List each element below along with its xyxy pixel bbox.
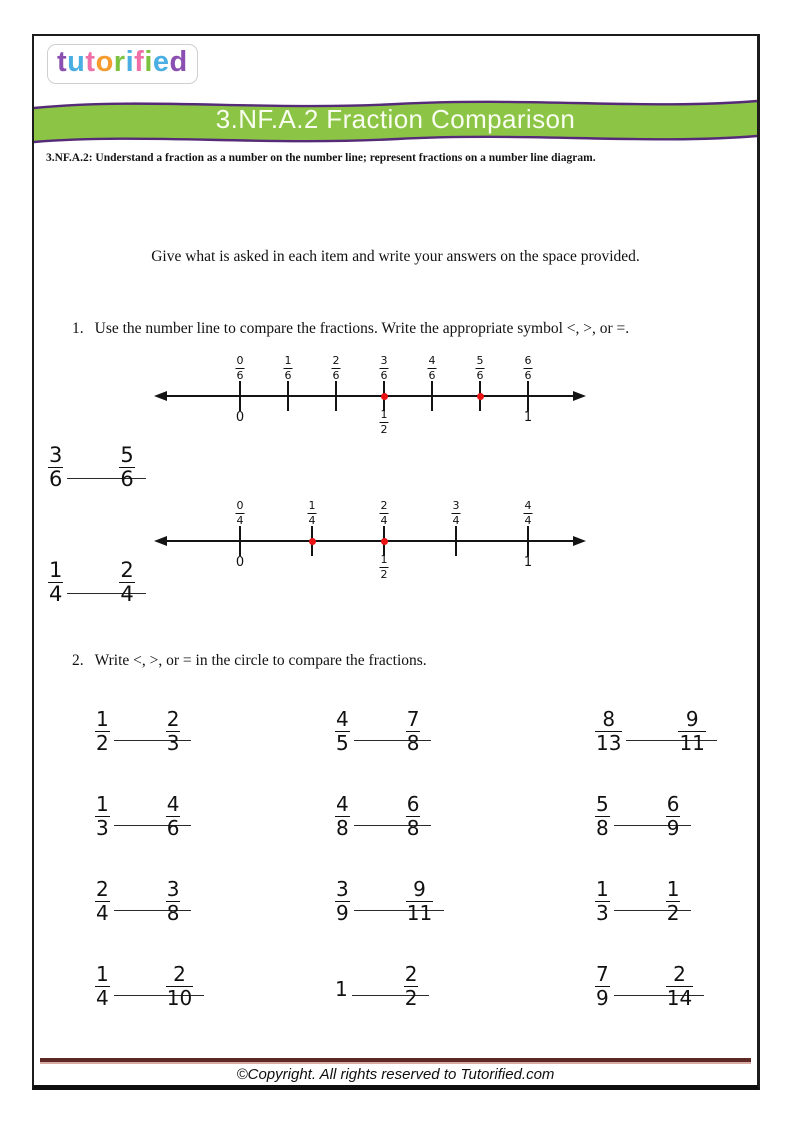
fraction-numerator: 2 <box>120 557 134 582</box>
fraction <box>380 499 389 528</box>
fraction-comparison <box>95 872 180 924</box>
comparison-cell <box>95 953 335 1038</box>
fraction-denominator: 2 <box>380 567 388 581</box>
logo-letter: e <box>152 46 170 78</box>
axis-label <box>380 407 389 437</box>
tick-mark <box>287 381 289 411</box>
comparison-cell <box>335 953 595 1038</box>
fraction <box>308 499 317 528</box>
fraction <box>236 499 245 528</box>
fraction-denominator: 9 <box>596 985 609 1010</box>
fraction <box>236 354 245 383</box>
number-line-fourths <box>155 493 585 589</box>
fraction-numerator: 5 <box>596 792 609 817</box>
fraction-denominator: 4 <box>96 985 109 1010</box>
logo-letter: i <box>144 46 153 78</box>
fraction-denominator: 8 <box>336 815 349 840</box>
fraction-denominator: 6 <box>284 368 292 382</box>
fraction <box>406 793 421 839</box>
comparison-cell <box>335 868 595 953</box>
numberline-comparison-1 <box>48 440 135 492</box>
fraction-numerator: 1 <box>380 553 388 566</box>
fraction-denominator: 3 <box>596 900 609 925</box>
fraction-numerator: 0 <box>236 499 244 512</box>
tick-mark <box>527 526 529 556</box>
fraction <box>95 793 110 839</box>
fraction-numerator: 4 <box>336 707 349 732</box>
fraction-denominator: 9 <box>666 815 680 840</box>
fraction-denominator: 6 <box>49 467 63 492</box>
fraction-numerator: 0 <box>236 354 244 367</box>
fraction <box>524 499 533 528</box>
logo-letter: r <box>113 46 126 78</box>
fraction-denominator: 8 <box>596 815 609 840</box>
fraction <box>406 878 433 924</box>
question-1-text: Use the number line to compare the fractions. Write the appropriate symbol <, >, or =. <box>94 320 630 337</box>
tick-label <box>428 349 437 383</box>
fraction-denominator: 8 <box>406 815 420 840</box>
plotted-point-icon <box>381 538 388 545</box>
fraction-denominator: 5 <box>336 730 349 755</box>
fraction-denominator: 6 <box>166 815 180 840</box>
fraction-comparison <box>335 702 420 754</box>
number-line-sixths <box>155 348 585 444</box>
fraction <box>95 708 110 754</box>
fraction <box>335 708 350 754</box>
whole-number: 1 <box>335 977 348 1001</box>
fraction-numerator: 4 <box>336 792 349 817</box>
fraction-numerator: 2 <box>380 499 388 512</box>
fraction <box>119 444 134 492</box>
fraction <box>119 559 134 607</box>
fraction-denominator: 6 <box>380 368 388 382</box>
fraction <box>95 963 110 1009</box>
fraction <box>95 878 110 924</box>
comparison-cell <box>335 783 595 868</box>
logo-letter: i <box>125 46 135 78</box>
fraction-numerator: 6 <box>406 792 420 817</box>
fraction-denominator: 2 <box>380 422 388 436</box>
plotted-point-icon <box>477 393 484 400</box>
fraction-denominator: 10 <box>166 985 193 1010</box>
worksheet-page <box>32 34 760 1090</box>
fraction-comparison <box>595 702 706 754</box>
tick-label <box>452 494 461 528</box>
fraction-numerator: 4 <box>166 792 180 817</box>
fraction-denominator: 9 <box>336 900 349 925</box>
fraction-comparison <box>95 957 193 1009</box>
fraction-numerator: 6 <box>524 354 532 367</box>
fraction-numerator: 3 <box>166 877 180 902</box>
fraction-denominator: 4 <box>308 513 316 527</box>
logo-letter: f <box>134 46 145 78</box>
fraction-comparison <box>95 702 180 754</box>
fraction-denominator: 14 <box>666 985 693 1010</box>
fraction-denominator: 4 <box>524 513 532 527</box>
numberline-arrowhead-right-icon <box>573 536 586 546</box>
fraction-denominator: 6 <box>428 368 436 382</box>
worksheet-instruction: Give what is asked in each item and write your answers on the space provided. <box>151 248 640 265</box>
tick-mark <box>335 381 337 411</box>
fraction <box>666 963 693 1009</box>
fraction-denominator: 13 <box>596 730 622 755</box>
fraction-denominator: 6 <box>120 467 134 492</box>
question-2-text: Write <, >, or = in the circle to compare the fractions. <box>94 652 427 669</box>
tick-label <box>284 349 293 383</box>
logo-letter: t <box>57 46 68 78</box>
numberline-arrowhead-left-icon <box>154 536 167 546</box>
tick-label <box>524 494 533 528</box>
fraction <box>595 793 610 839</box>
fraction-numerator: 2 <box>96 877 109 902</box>
fraction-denominator: 6 <box>332 368 340 382</box>
fraction-numerator: 1 <box>96 792 109 817</box>
fraction-numerator: 6 <box>666 792 680 817</box>
fraction-numerator: 8 <box>602 707 616 732</box>
tutorified-logo <box>47 44 198 84</box>
plotted-point-icon <box>381 393 388 400</box>
numberline-arrowhead-right-icon <box>573 391 586 401</box>
fraction-denominator: 4 <box>452 513 460 527</box>
axis-label: 1 <box>523 410 533 425</box>
logo-letter: u <box>67 46 86 78</box>
fraction-numerator: 1 <box>308 499 316 512</box>
logo-letter: d <box>169 46 188 78</box>
fraction <box>284 354 293 383</box>
fraction-denominator: 6 <box>476 368 484 382</box>
fraction-denominator: 4 <box>120 582 134 607</box>
fraction <box>332 354 341 383</box>
tick-label <box>308 494 317 528</box>
tick-label <box>332 349 341 383</box>
fraction-numerator: 1 <box>284 354 292 367</box>
fraction-denominator: 3 <box>166 730 180 755</box>
axis-label <box>380 552 389 582</box>
fraction-denominator: 8 <box>406 730 420 755</box>
plotted-point-icon <box>309 538 316 545</box>
fraction-numerator: 7 <box>406 707 420 732</box>
fraction-denominator: 3 <box>96 815 109 840</box>
tick-mark <box>431 381 433 411</box>
footer-divider-bar <box>40 1058 751 1064</box>
fraction-numerator: 2 <box>173 962 186 987</box>
fraction <box>678 708 705 754</box>
fraction-comparison <box>335 787 420 839</box>
question-2 <box>72 652 427 670</box>
fraction-numerator: 1 <box>96 707 109 732</box>
fraction-denominator: 4 <box>96 900 109 925</box>
fraction-numerator: 4 <box>428 354 436 367</box>
fraction-denominator: 11 <box>406 900 433 925</box>
title-banner <box>34 92 757 150</box>
fraction <box>166 708 181 754</box>
fraction <box>48 559 63 607</box>
question-1 <box>72 320 629 338</box>
tick-mark <box>455 526 457 556</box>
tick-label <box>236 349 245 383</box>
comparison-cell <box>95 698 335 783</box>
fraction-numerator: 1 <box>49 557 63 582</box>
fraction-comparison <box>335 872 433 924</box>
fraction-numerator: 9 <box>413 877 426 902</box>
fraction-denominator: 2 <box>666 900 680 925</box>
fraction <box>335 878 350 924</box>
page-title: 3.NF.A.2 Fraction Comparison <box>215 104 576 134</box>
fraction-denominator: 2 <box>404 985 418 1010</box>
fraction-numerator: 2 <box>404 962 418 987</box>
comparison-cell <box>95 868 335 953</box>
question-1-number: 1. <box>72 320 84 337</box>
fraction <box>666 793 681 839</box>
fraction-numerator: 3 <box>452 499 460 512</box>
fraction-numerator: 1 <box>380 408 388 421</box>
question-2-number: 2. <box>72 652 84 669</box>
fraction-comparison <box>335 957 418 1009</box>
logo-letter: o <box>95 46 114 78</box>
fraction <box>380 553 389 582</box>
fraction-denominator: 4 <box>380 513 388 527</box>
fraction-denominator: 4 <box>49 582 63 607</box>
fraction <box>595 963 610 1009</box>
fraction <box>404 963 419 1009</box>
comparison-cell <box>335 698 595 783</box>
fraction-denominator: 2 <box>96 730 109 755</box>
fraction-numerator: 3 <box>380 354 388 367</box>
fraction-denominator: 6 <box>524 368 532 382</box>
standard-description: 3.NF.A.2: Understand a fraction as a number on the number line; represent fractions on a number line diagram. <box>46 152 596 164</box>
fraction-numerator: 2 <box>673 962 686 987</box>
fraction-comparison <box>95 787 180 839</box>
fraction <box>335 793 350 839</box>
comparison-cell <box>595 698 794 783</box>
fraction-numerator: 1 <box>596 877 609 902</box>
tick-label <box>236 494 245 528</box>
tick-mark <box>239 381 241 411</box>
fraction <box>595 878 610 924</box>
tick-label <box>524 349 533 383</box>
tick-label <box>476 349 485 383</box>
fraction <box>48 444 63 492</box>
fraction <box>166 878 181 924</box>
fraction-numerator: 2 <box>332 354 340 367</box>
fraction <box>452 499 461 528</box>
fraction <box>595 708 622 754</box>
comparison-cell <box>95 783 335 868</box>
fraction <box>166 793 181 839</box>
copyright-text: ©Copyright. All rights reserved to Tutorified.com <box>236 1066 555 1083</box>
fraction <box>524 354 533 383</box>
comparison-cell <box>595 783 794 868</box>
fraction-numerator: 4 <box>524 499 532 512</box>
fraction-comparison <box>48 555 135 607</box>
tick-label <box>380 494 389 528</box>
fraction <box>476 354 485 383</box>
numberline-comparison-2 <box>48 555 135 607</box>
fraction-comparison <box>595 957 693 1009</box>
comparison-cell <box>595 953 794 1038</box>
comparison-grid <box>95 698 794 1038</box>
fraction-denominator: 6 <box>236 368 244 382</box>
fraction-denominator: 11 <box>679 730 705 755</box>
fraction-numerator: 1 <box>96 962 109 987</box>
fraction <box>380 354 389 383</box>
tick-label <box>380 349 389 383</box>
fraction-comparison <box>48 440 135 492</box>
fraction-denominator: 4 <box>236 513 244 527</box>
fraction-numerator: 5 <box>120 442 134 467</box>
numberline-arrowhead-left-icon <box>154 391 167 401</box>
axis-label: 0 <box>235 555 245 570</box>
comparison-cell <box>595 868 794 953</box>
fraction-numerator: 2 <box>166 707 180 732</box>
fraction-comparison <box>595 872 680 924</box>
fraction-numerator: 7 <box>596 962 609 987</box>
fraction-numerator: 3 <box>49 442 63 467</box>
fraction <box>166 963 193 1009</box>
fraction <box>666 878 681 924</box>
fraction <box>380 408 389 437</box>
fraction-numerator: 5 <box>476 354 484 367</box>
fraction <box>428 354 437 383</box>
fraction-numerator: 9 <box>685 707 699 732</box>
axis-label: 0 <box>235 410 245 425</box>
fraction <box>406 708 421 754</box>
fraction-denominator: 8 <box>166 900 180 925</box>
fraction-numerator: 3 <box>336 877 349 902</box>
fraction-numerator: 1 <box>666 877 680 902</box>
tick-mark <box>239 526 241 556</box>
tick-mark <box>527 381 529 411</box>
logo-letter: t <box>85 46 96 78</box>
axis-label: 1 <box>523 555 533 570</box>
fraction-comparison <box>595 787 680 839</box>
